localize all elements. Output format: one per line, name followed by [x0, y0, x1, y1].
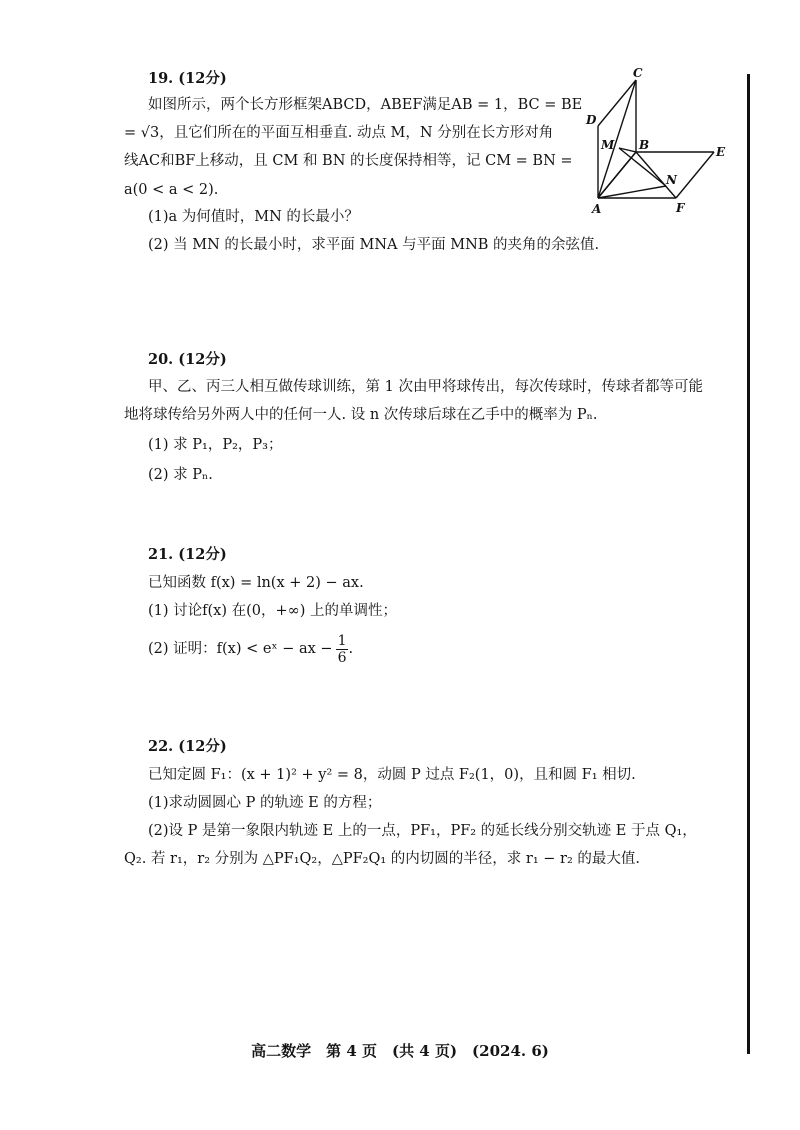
q22-sub-1: (1)求动圆圆心 P 的轨迹 E 的方程；: [148, 795, 382, 811]
right-margin-rule: [747, 74, 750, 1054]
label-a: A: [592, 202, 602, 216]
label-b: B: [639, 138, 650, 152]
q19-line-3: 线AC和BF上移动，且 CM 和 BN 的长度保持相等，记 CM = BN =: [124, 153, 573, 169]
label-f: F: [676, 201, 685, 215]
q22-sub-2-line-1: (2)设 P 是第一象限内轨迹 E 上的一点，PF₁，PF₂ 的延长线分别交轨迹 E 于点 Q₁，: [148, 823, 697, 839]
q19-sub-2: (2) 当 MN 的长最小时，求平面 MNA 与平面 MNB 的夹角的余弦值.: [148, 237, 600, 253]
label-c: C: [633, 66, 643, 80]
label-d: D: [586, 113, 597, 127]
q21-sub-2-text: (2) 证明：f(x) < eˣ − ax −: [148, 641, 333, 657]
q22-line-1: 已知定圆 F₁：(x + 1)² + y² = 8，动圆 P 过点 F₂(1，0)，且和圆 F₁ 相切.: [148, 767, 636, 783]
q22-title: 22. (12分): [148, 738, 227, 755]
q21-title: 21. (12分): [148, 546, 227, 563]
q19-geometry-figure: [582, 66, 742, 228]
edge-ef: [676, 152, 714, 198]
segment-ma: [598, 152, 636, 198]
q21-sub-1: (1) 讨论f(x) 在(0，+∞) 上的单调性；: [148, 603, 397, 619]
q22-sub-2-line-2: Q₂. 若 r₁，r₂ 分别为 △PF₁Q₂，△PF₂Q₁ 的内切圆的半径，求 r₁ − r₂ 的最大值.: [124, 851, 640, 867]
edge-dc: [598, 80, 636, 126]
segment-an: [598, 186, 666, 198]
label-e: E: [716, 145, 726, 159]
fraction-one-sixth: [336, 633, 349, 666]
q19-line-4: a(0 < a < 2).: [124, 182, 219, 198]
label-m: M: [601, 138, 615, 152]
segment-mn: [619, 148, 666, 186]
q19-sub-1: (1)a 为何值时，MN 的长最小？: [148, 209, 359, 225]
fraction-denominator: 6: [337, 649, 347, 666]
q19-title: 19. (12分): [148, 70, 227, 87]
q20-sub-2: (2) 求 Pₙ.: [148, 467, 213, 483]
q20-line-1: 甲、乙、丙三人相互做传球训练，第 1 次由甲将球传出，每次传球时，传球者都等可能: [148, 379, 703, 395]
q20-line-2: 地将球传给另外两人中的任何一人. 设 n 次传球后球在乙手中的概率为 Pₙ.: [124, 407, 598, 423]
q21-sub-2: [148, 632, 353, 666]
page-footer: 高二数学 第 4 页 (共 4 页) (2024. 6): [251, 1042, 549, 1060]
q21-sub-2-end: .: [348, 641, 354, 657]
q19-line-2: = √3，且它们所在的平面互相垂直. 动点 M，N 分别在长方形对角: [124, 125, 554, 141]
q20-sub-1: (1) 求 P₁，P₂，P₃；: [148, 437, 283, 453]
q21-line: 已知函数 f(x) = ln(x + 2) − ax.: [148, 575, 364, 591]
label-n: N: [666, 173, 677, 187]
fraction-numerator: 1: [337, 632, 347, 649]
q20-title: 20. (12分): [148, 351, 227, 368]
q19-line-1: 如图所示，两个长方形框架ABCD，ABEF满足AB = 1，BC = BE: [148, 97, 583, 113]
